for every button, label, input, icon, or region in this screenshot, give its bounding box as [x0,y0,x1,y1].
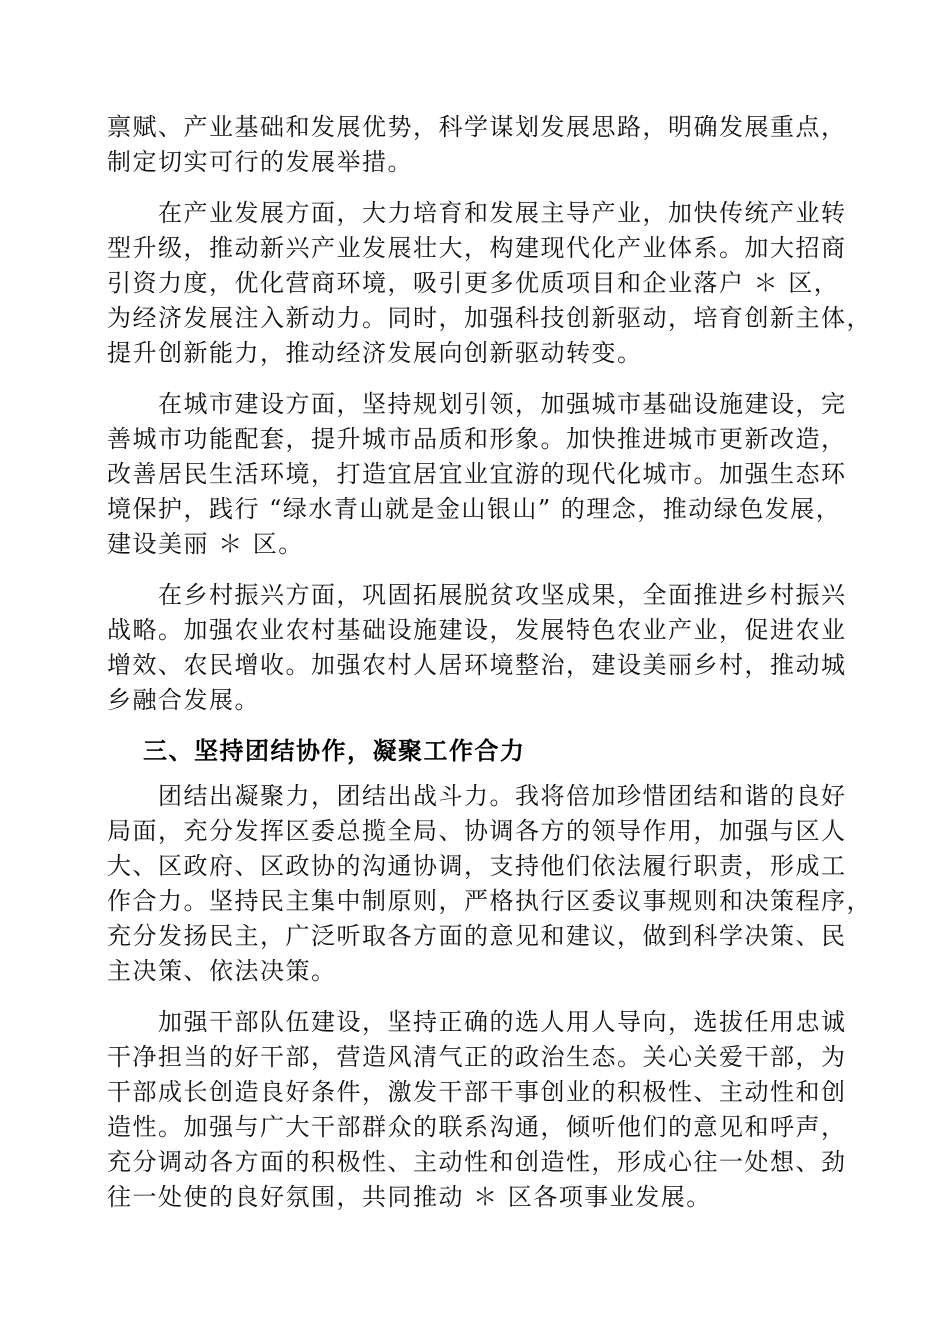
paragraph-3 [107,387,867,562]
text-line: 加强干部队伍建设，坚持正确的选人用人导向，选拔任用忠诚 [107,1008,847,1036]
paragraph-5 [107,779,872,989]
paragraph-1 [107,110,867,180]
text-line: 引资力度，优化营商环境，吸引更多优质项目和企业落户 ＊ 区， [107,269,840,297]
paragraph-2 [107,196,872,371]
text-line: 充分发扬民主，广泛听取各方面的意见和建议，做到科学决策、民 [107,922,847,950]
text-line: 干净担当的好干部，营造风清气正的政治生态。关心关爱干部，为 [107,1043,847,1071]
document-body [107,110,872,1231]
text-line: 在乡村振兴方面，巩固拓展脱贫攻坚成果，全面推进乡村振兴 [107,581,847,609]
text-line: 在产业发展方面，大力培育和发展主导产业，加快传统产业转 [107,199,847,227]
text-line: 制定切实可行的发展举措。 [107,148,413,176]
text-line: 在城市建设方面，坚持规划引领，加强城市基础设施建设，完 [107,390,847,418]
text-line: 乡融合发展。 [107,686,260,714]
text-line: 为经济发展注入新动力。同时，加强科技创新驱动，培育创新主体， [107,304,872,332]
text-line: 改善居民生活环境，打造宜居宜业宜游的现代化城市。加强生态环 [107,460,847,488]
text-line: 增效、农民增收。加强农村人居环境整治，建设美丽乡村，推动城 [107,651,847,679]
text-line: 作合力。坚持民主集中制原则，严格执行区委议事规则和决策程序， [107,887,872,915]
text-line: 往一处使的良好氛围，共同推动 ＊ 区各项事业发展。 [107,1183,712,1211]
paragraph-6 [107,1005,867,1215]
text-line: 团结出凝聚力，团结出战斗力。我将倍加珍惜团结和谐的良好 [107,782,847,810]
text-line: 型升级，推动新兴产业发展壮大，构建现代化产业体系。加大招商 [107,234,847,262]
text-line: 主决策、依法决策。 [107,957,337,985]
text-line: 建设美丽 ＊ 区。 [107,530,304,558]
text-line: 造性。加强与广大干部群众的联系沟通，倾听他们的意见和呼声， [107,1113,847,1141]
text-line: 充分调动各方面的积极性、主动性和创造性，形成心往一处想、劲 [107,1148,847,1176]
text-line: 局面，充分发挥区委总揽全局、协调各方的领导作用，加强与区人 [107,817,847,845]
section-heading: 三、坚持团结协作，凝聚工作合力 [143,737,526,765]
text-line: 干部成长创造良好条件，激发干部干事创业的积极性、主动性和创 [107,1078,847,1106]
text-line: 境保护，践行 “绿水青山就是金山银山” 的理念，推动绿色发展， [107,495,842,523]
text-line: 大、区政府、区政协的沟通协调，支持他们依法履行职责，形成工 [107,852,847,880]
text-line: 禀赋、产业基础和发展优势，科学谋划发展思路，明确发展重点， [107,113,847,141]
text-line: 善城市功能配套，提升城市品质和形象。加快推进城市更新改造， [107,425,847,453]
paragraph-4 [107,578,867,718]
text-line: 提升创新能力，推动经济发展向创新驱动转变。 [107,339,643,367]
text-line: 战略。加强农业农村基础设施建设，发展特色农业产业，促进农业 [107,616,847,644]
